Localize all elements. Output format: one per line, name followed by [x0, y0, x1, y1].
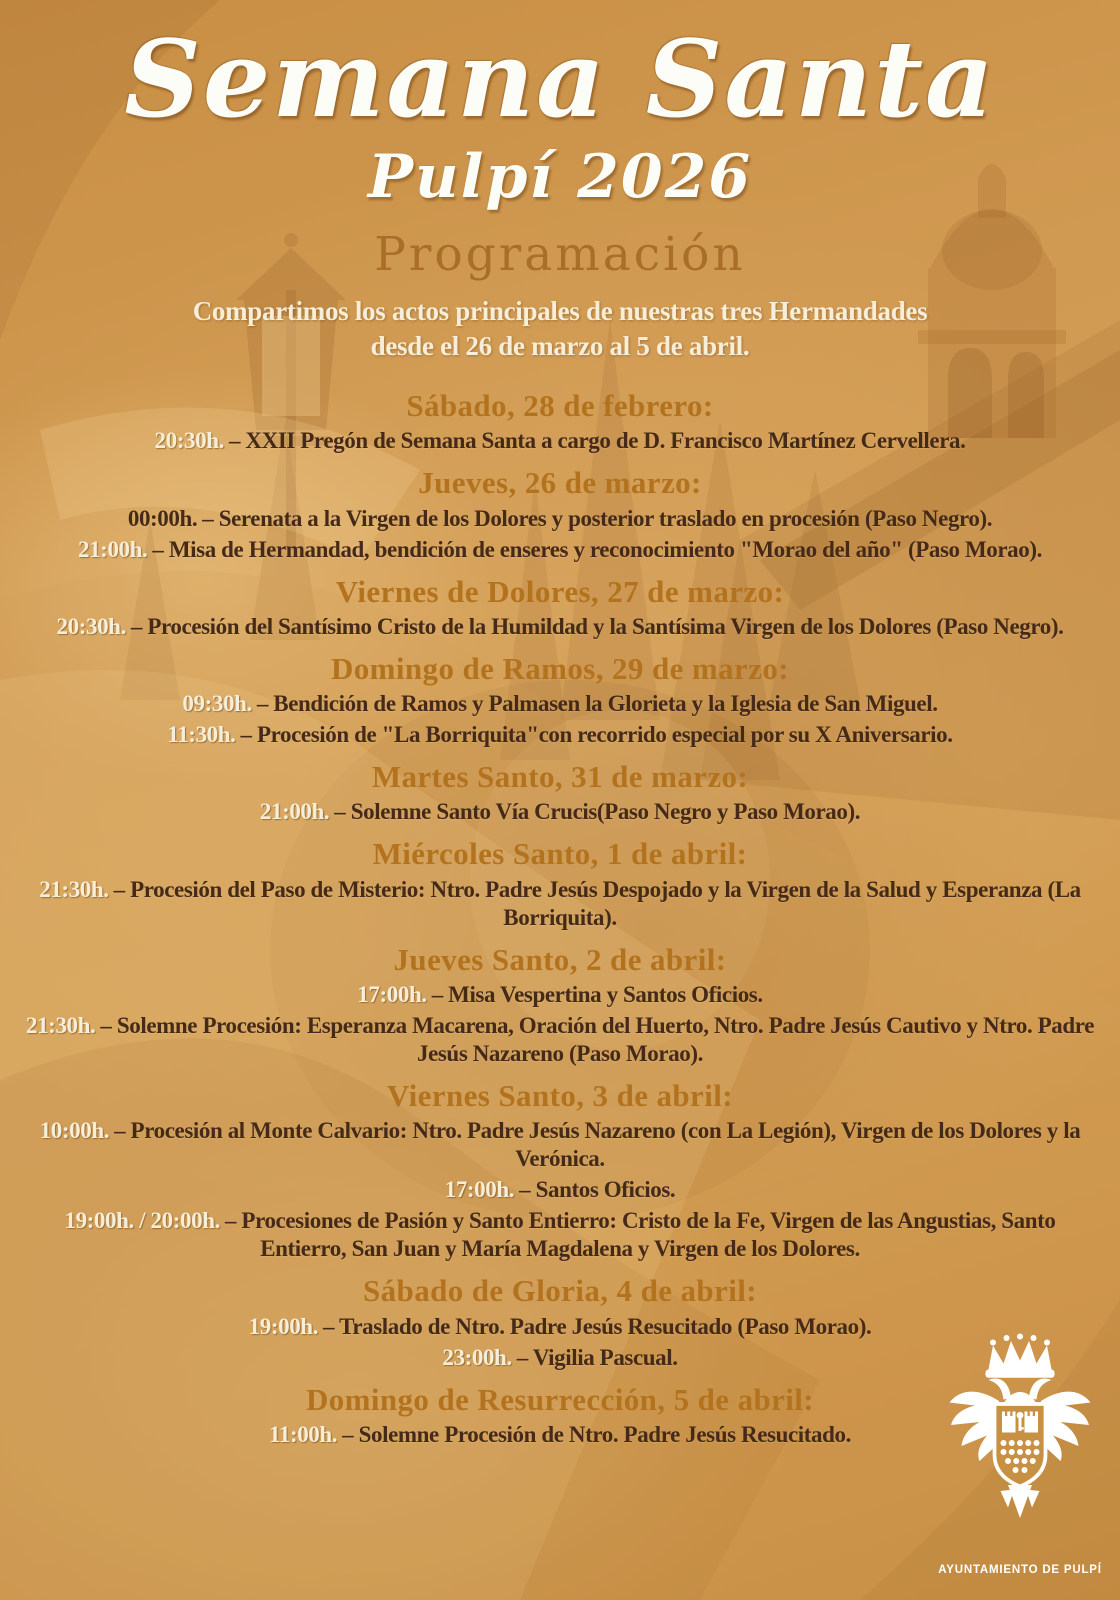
event-description: – Procesión del Paso de Misterio: Ntro. Padre Jesús Despojado y la Virgen de la Salud y Esperanza (La Borriquita).: [113, 876, 1081, 930]
day-section: [0, 573, 1120, 641]
event-time: 17:00h.: [357, 981, 427, 1007]
day-heading: Jueves Santo, 2 de abril:: [393, 941, 727, 977]
event-time: 20:30h.: [56, 613, 126, 639]
event-description: – Traslado de Ntro. Padre Jesús Resucitado (Paso Morao).: [323, 1313, 872, 1339]
event-description: – Vigilia Pascual.: [516, 1344, 678, 1370]
event-description: – Misa Vespertina y Santos Oficios.: [431, 981, 763, 1007]
event-line: [23, 798, 1098, 826]
event-description: – Procesiones de Pasión y Santo Entierro: Cristo de la Fe, Virgen de las Angustias, Santo Entierro, San Juan y María Magdalena y Virgen de los Dolores.: [224, 1208, 1056, 1262]
event-time: 21:30h.: [25, 1012, 96, 1038]
event-time: 10:00h.: [39, 1118, 110, 1144]
day-heading: Sábado de Gloria, 4 de abril:: [363, 1273, 757, 1309]
day-heading: Domingo de Resurrección, 5 de abril:: [305, 1381, 815, 1417]
intro-line-1: Compartimos los actos principales de nuestras tres Hermandades: [192, 295, 928, 326]
event-line: [23, 505, 1098, 533]
logo-caption: AYUNTAMIENTO DE PULPÍ: [938, 1564, 1102, 1576]
day-section: [0, 387, 1120, 455]
coat-of-arms-icon: [945, 1324, 1095, 1559]
event-description: – Solemne Procesión de Ntro. Padre Jesús Resucitado.: [342, 1421, 851, 1447]
event-line: [23, 876, 1098, 932]
poster-content: [0, 16, 1120, 1449]
event-description: – Procesión del Santísimo Cristo de la Humildad y la Santísima Virgen de los Dolores (Paso Negro).: [130, 613, 1064, 639]
event-line: [23, 981, 1098, 1009]
day-heading: Miércoles Santo, 1 de abril:: [372, 836, 748, 872]
event-line: [23, 1117, 1098, 1173]
event-line: [23, 613, 1098, 641]
event-time: 21:00h.: [77, 536, 148, 562]
intro-text: [100, 294, 1020, 365]
event-description: – XXII Pregón de Semana Santa a cargo de D. Francisco Martínez Cervellera.: [228, 428, 966, 454]
program-heading: Programación: [374, 227, 746, 283]
day-section: [0, 941, 1120, 1068]
event-line: [23, 690, 1098, 718]
event-time: 00:00h.: [127, 505, 198, 531]
event-line: [23, 427, 1098, 455]
event-line: [23, 1012, 1098, 1068]
event-description: – Solemne Procesión: Esperanza Macarena, Oración del Huerto, Ntro. Padre Jesús Cautivo y Ntro. Padre Jesús Nazareno (Paso Morao).: [100, 1012, 1094, 1066]
town-hall-logo: [936, 1324, 1104, 1576]
event-time: 11:00h.: [269, 1421, 338, 1447]
day-heading: Jueves, 26 de marzo:: [418, 465, 702, 501]
event-description: – Procesión de "La Borriquita"con recorrido especial por su X Aniversario.: [240, 722, 953, 748]
day-section: [0, 650, 1120, 749]
days-list: [0, 387, 1120, 1449]
day-heading: Viernes de Dolores, 27 de marzo:: [335, 573, 785, 609]
event-description: – Serenata a la Virgen de los Dolores y posterior traslado en procesión (Paso Negro).: [202, 505, 993, 531]
event-description: – Bendición de Ramos y Palmasen la Glorieta y la Iglesia de San Miguel.: [256, 691, 938, 717]
event-time: 21:30h.: [39, 876, 109, 902]
intro-line-2: desde el 26 de marzo al 5 de abril.: [370, 331, 750, 362]
day-section: [0, 464, 1120, 563]
event-time: 23:00h.: [442, 1344, 512, 1370]
day-section: [0, 835, 1120, 931]
event-description: – Santos Oficios.: [519, 1177, 676, 1203]
day-section: [0, 1077, 1120, 1263]
poster-subtitle: Pulpí 2026: [367, 142, 753, 213]
day-heading: Viernes Santo, 3 de abril:: [387, 1077, 733, 1113]
event-time: 19:00h.: [248, 1313, 319, 1339]
day-section: [0, 758, 1120, 826]
event-time: 17:00h.: [444, 1177, 515, 1203]
event-line: [23, 721, 1098, 749]
day-heading: Domingo de Ramos, 29 de marzo:: [330, 650, 789, 686]
event-line: [23, 1207, 1098, 1263]
event-time: 20:30h.: [154, 428, 224, 454]
day-heading: Martes Santo, 31 de marzo:: [371, 759, 749, 795]
event-description: – Solemne Santo Vía Crucis(Paso Negro y Paso Morao).: [334, 799, 861, 825]
event-time: 09:30h.: [182, 691, 252, 717]
poster-title: Semana Santa: [124, 16, 996, 141]
event-line: [23, 1176, 1098, 1204]
event-time: 19:00h. / 20:00h.: [64, 1208, 220, 1234]
day-heading: Sábado, 28 de febrero:: [406, 388, 714, 424]
event-time: 11:30h.: [167, 722, 236, 748]
event-time: 21:00h.: [259, 799, 330, 825]
event-description: – Misa de Hermandad, bendición de enseres y reconocimiento "Morao del año" (Paso Morao).: [152, 536, 1042, 562]
event-description: – Procesión al Monte Calvario: Ntro. Padre Jesús Nazareno (con La Legión), Virgen de los Dolores y la Verónica.: [114, 1118, 1081, 1172]
event-line: [23, 536, 1098, 564]
